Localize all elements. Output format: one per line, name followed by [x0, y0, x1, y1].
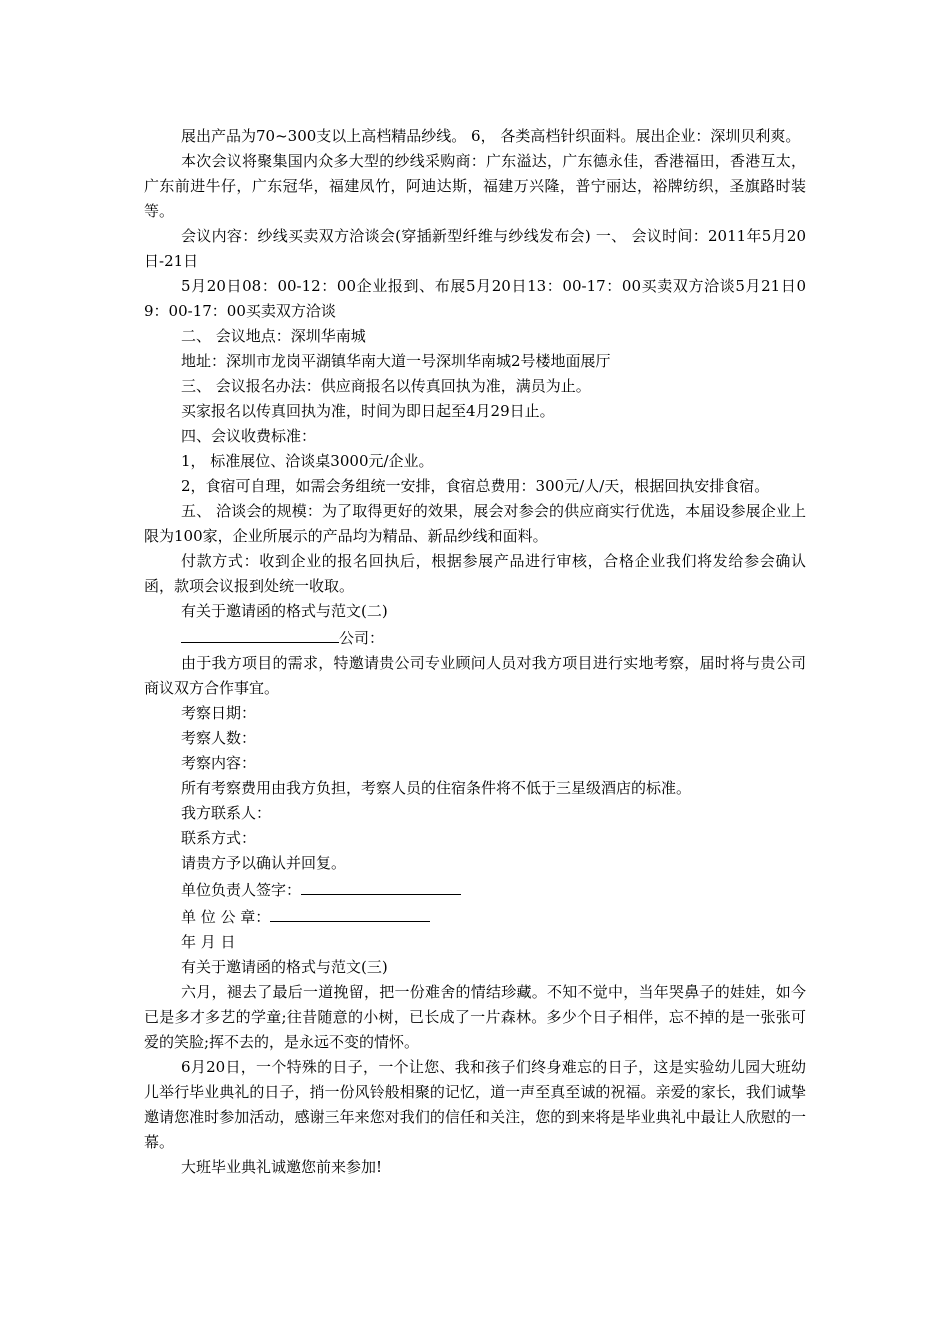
paragraph: 地址：深圳市龙岗平湖镇华南大道一号深圳华南城2号楼地面展厅 [181, 352, 611, 370]
paragraph: 二、 会议地点：深圳华南城 [181, 327, 366, 345]
paragraph: 6月20日，一个特殊的日子，一个让您、我和孩子们终身难忘的日子，这是实验幼儿园大班幼儿举行毕业典礼的日子，捎一份风铃般相聚的记忆，道一声至真至诚的祝福。亲爱的家长，我们诚挚邀请您准时参加活动，感谢三年来您对我们的信任和关注，您的到来将是毕业典礼中最让人欣慰的一幕。 [144, 1058, 806, 1151]
paragraph: 1， 标准展位、洽谈桌3000元/企业。 [181, 452, 434, 470]
paragraph: 5月20日08：00-12：00企业报到、布展5月20日13：00-17：00买卖双方洽谈5月21日09：00-17：00买卖双方洽谈 [144, 277, 806, 320]
contact-method: 联系方式： [181, 829, 257, 847]
paragraph: 买家报名以传真回执为准，时间为即日起至4月29日止。 [181, 402, 555, 420]
paragraph: 六月，褪去了最后一道挽留，把一份难舍的情结珍藏。不知不觉中，当年哭鼻子的娃娃，如今已是多才多艺的学童;往昔随意的小树，已长成了一片森林。多少个日子相伴，忘不掉的是一张张可爱的笑脸;挥不去的，是永远不变的情怀。 [144, 983, 806, 1051]
signature-label: 单位负责人签字： [181, 881, 302, 899]
section-heading: 有关于邀请函的格式与范文(二) [181, 602, 388, 620]
paragraph: 展出产品为70~300支以上高档精品纱线。 6， 各类高档针织面料。展出企业：深圳贝利爽。 [181, 127, 801, 145]
paragraph: 三、 会议报名办法：供应商报名以传真回执为准，满员为止。 [181, 377, 591, 395]
paragraph: 四、会议收费标准： [181, 427, 317, 445]
inspection-date: 考察日期： [181, 704, 257, 722]
signature-blank [301, 876, 461, 895]
seal-label: 单 位 公 章： [181, 908, 271, 926]
company-line [144, 624, 806, 651]
signature-line [144, 876, 806, 903]
paragraph: 付款方式：收到企业的报名回执后，根据参展产品进行审核，合格企业我们将发给参会确认函，款项会议报到处统一收取。 [144, 552, 806, 595]
company-blank [181, 624, 339, 643]
seal-blank [270, 903, 430, 922]
paragraph: 五、 洽谈会的规模：为了取得更好的效果，展会对参会的供应商实行优选，本届设参展企业上限为100家，企业所展示的产品均为精品、新品纱线和面料。 [144, 502, 806, 545]
inspection-content: 考察内容： [181, 754, 257, 772]
company-suffix: 公司： [339, 629, 385, 647]
paragraph: 2，食宿可自理，如需会务组统一安排，食宿总费用：300元/人/天，根据回执安排食宿。 [181, 477, 770, 495]
paragraph: 请贵方予以确认并回复。 [181, 854, 347, 872]
document-page [144, 124, 806, 1180]
paragraph: 所有考察费用由我方负担，考察人员的住宿条件将不低于三星级酒店的标准。 [181, 779, 692, 797]
paragraph: 会议内容：纱线买卖双方洽谈会(穿插新型纤维与纱线发布会) 一、 会议时间：2011年5月20日-21日 [144, 227, 806, 270]
paragraph: 大班毕业典礼诚邀您前来参加! [181, 1158, 383, 1176]
inspection-count: 考察人数： [181, 729, 257, 747]
paragraph: 由于我方项目的需求，特邀请贵公司专业顾问人员对我方项目进行实地考察，届时将与贵公司商议双方合作事宜。 [144, 654, 806, 697]
paragraph: 本次会议将聚集国内众多大型的纱线采购商：广东溢达，广东德永佳，香港福田，香港互太，广东前进牛仔，广东冠华，福建凤竹，阿迪达斯，福建万兴隆，普宁丽达，裕牌纺织，圣旗路时装等。 [144, 152, 806, 220]
contact-person: 我方联系人： [181, 804, 272, 822]
section-heading: 有关于邀请函的格式与范文(三) [181, 958, 388, 976]
seal-line [144, 903, 806, 930]
date-line: 年 月 日 [181, 933, 236, 951]
